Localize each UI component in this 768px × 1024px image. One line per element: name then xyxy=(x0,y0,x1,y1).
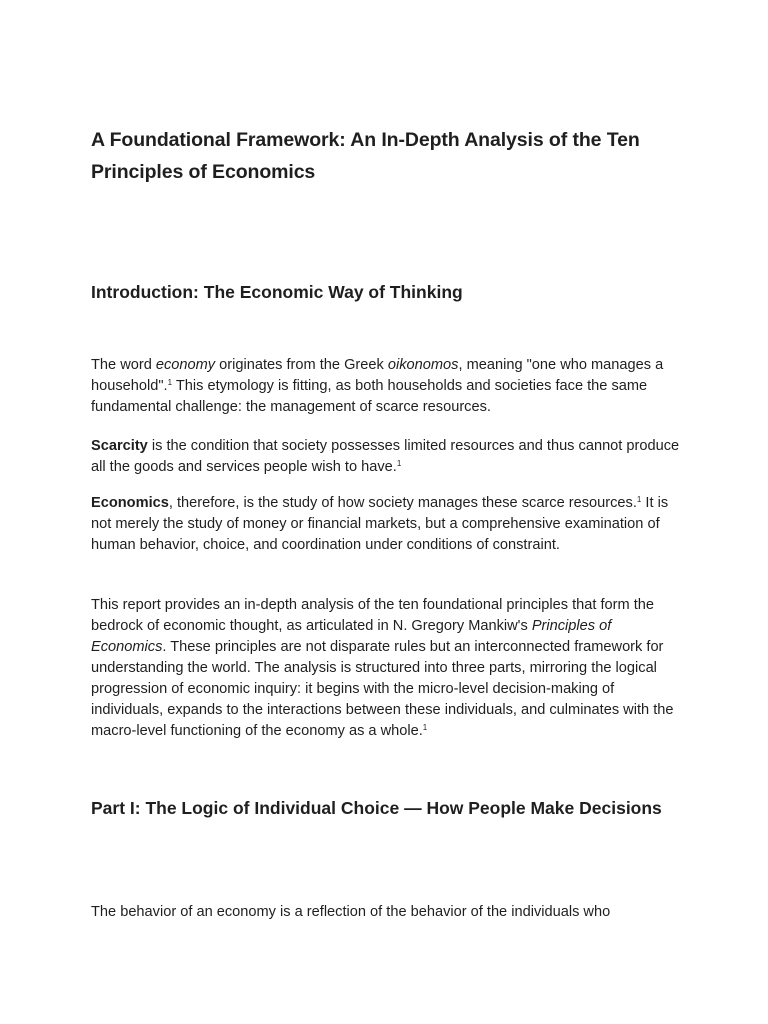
bold-term-economics: Economics xyxy=(91,495,169,511)
text-run: , meaning "one who manages a household". xyxy=(91,357,664,394)
citation-marker: 1 xyxy=(167,378,173,387)
introduction-paragraph-2 xyxy=(91,436,685,478)
introduction-paragraph-3 xyxy=(91,493,685,556)
introduction-paragraph-4 xyxy=(91,595,685,742)
text-run: is the condition that society possesses limited resources and thus cannot produce all the goods and services people wish to have. xyxy=(91,438,680,475)
italic-term-oikonomos: oikonomos xyxy=(387,357,459,373)
citation-marker: 1 xyxy=(396,459,402,468)
text-run: , therefore, is the study of how society manages these scarce resources. xyxy=(168,495,637,511)
introduction-paragraph-1 xyxy=(91,355,685,418)
part-1-paragraph-1: The behavior of an economy is a reflection of the behavior of the individuals who xyxy=(91,904,611,920)
document-title: A Foundational Framework: An In-Depth Analysis of the Ten Principles of Economics xyxy=(91,129,640,183)
introduction-heading: Introduction: The Economic Way of Thinking xyxy=(91,282,463,302)
italic-book-title: Principles of Economics xyxy=(91,618,612,655)
italic-term-economy: economy xyxy=(155,357,216,373)
citation-marker: 1 xyxy=(422,723,428,732)
text-run: This report provides an in-depth analysis of the ten foundational principles that form the bedrock of economic thought, as articulated in N. Gregory Mankiw's xyxy=(91,597,654,634)
text-run: originates from the Greek xyxy=(215,357,388,373)
part-1-heading: Part I: The Logic of Individual Choice — How People Make Decisions xyxy=(91,798,662,818)
bold-term-scarcity: Scarcity xyxy=(91,438,148,454)
text-run: The word xyxy=(91,357,156,373)
citation-marker: 1 xyxy=(636,495,642,504)
text-run: . These principles are not disparate rules but an interconnected framework for understanding the world. The analysis is structured into three parts, mirroring the logical progression of economic inquiry: it begins with the micro-level decision-making of individuals, expands to the interactions between these individuals, and culminates with the macro-level functioning of the economy as a whole. xyxy=(91,639,674,739)
text-run: It is not merely the study of money or financial markets, but a comprehensive examination of human behavior, choice, and coordination under conditions of constraint. xyxy=(91,495,669,553)
text-run: This etymology is fitting, as both households and societies face the same fundamental challenge: the management of scarce resources. xyxy=(91,378,648,415)
